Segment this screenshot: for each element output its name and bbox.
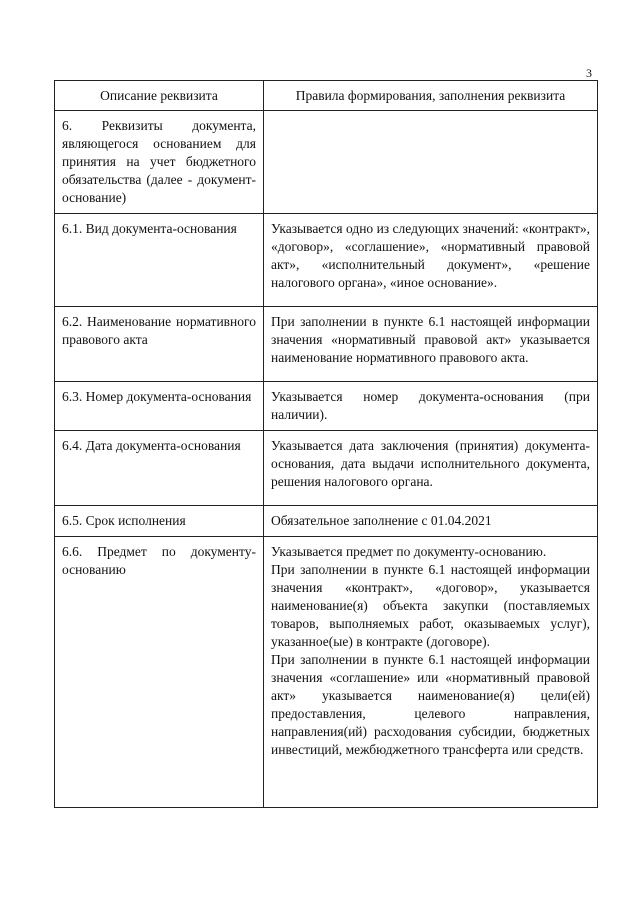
description-text: 6.1. Вид документа-основания — [62, 221, 237, 236]
description-text: 6.2. Наименование нормативного правового акта — [62, 314, 256, 347]
rules-text: Обязательное заполнение с 01.04.2021 — [271, 513, 492, 528]
rules-text: При заполнении в пункте 6.1 настоящей информации значения «нормативный правовой акт» указывается наименование нормативного правового акта. — [271, 314, 590, 365]
rules-cell — [264, 307, 598, 382]
rules-text — [264, 537, 597, 765]
table-row — [55, 506, 598, 537]
table-row — [55, 537, 598, 808]
rules-paragraph: При заполнении в пункте 6.1 настоящей информации значения «контракт», «договор», указывается наименование(я) объекта закупки (поставляемых товаров, выполняемых работ, оказываемых услуг), указанное(ые) в контракте (договоре). — [271, 562, 590, 649]
table-row — [55, 382, 598, 431]
description-cell — [55, 537, 264, 808]
description-cell — [55, 214, 264, 307]
page-number: 3 — [586, 66, 592, 80]
description-text: 6.5. Срок исполнения — [62, 513, 186, 528]
description-text: 6.3. Номер документа-основания — [62, 389, 252, 404]
header-rules: Правила формирования, заполнения реквизита — [264, 81, 598, 111]
table-row — [55, 111, 598, 214]
rules-text: Указывается одно из следующих значений: «контракт», «договор», «соглашение», «нормативный правовой акт», «исполнительный документ», «решение налогового органа», «иное основание». — [271, 221, 590, 290]
description-cell — [55, 382, 264, 431]
description-text: 6. Реквизиты документа, являющегося основанием для принятия на учет бюджетного обязательства (далее - документ-основание) — [62, 118, 256, 205]
rules-paragraph: При заполнении в пункте 6.1 настоящей информации значения «соглашение» или «нормативный правовой акт» указывается наименование(я) цели(ей) предоставления, целевого направления, направления(ий) расходования субсидии, бюджетных инвестиций, межбюджетного трансферта или средств. — [271, 652, 590, 757]
rules-cell — [264, 431, 598, 506]
rules-text: Указывается дата заключения (принятия) документа-основания, дата выдачи исполнительного документа, решения налогового органа. — [271, 438, 590, 489]
table-row — [55, 431, 598, 506]
table-row — [55, 214, 598, 307]
rules-cell — [264, 382, 598, 431]
header-description: Описание реквизита — [55, 81, 264, 111]
rules-text — [264, 111, 597, 123]
table-header-row — [55, 81, 598, 111]
table-row — [55, 307, 598, 382]
requisites-table — [54, 80, 598, 808]
rules-text: Указывается номер документа-основания (при наличии). — [271, 389, 590, 422]
rules-paragraph: Указывается предмет по документу-основанию. — [271, 544, 547, 559]
description-cell — [55, 111, 264, 214]
description-text: 6.4. Дата документа-основания — [62, 438, 241, 453]
rules-cell — [264, 506, 598, 537]
description-cell — [55, 431, 264, 506]
description-cell — [55, 307, 264, 382]
description-cell — [55, 506, 264, 537]
rules-cell — [264, 537, 598, 808]
rules-cell — [264, 214, 598, 307]
rules-cell — [264, 111, 598, 214]
description-text: 6.6. Предмет по документу-основанию — [62, 544, 256, 577]
